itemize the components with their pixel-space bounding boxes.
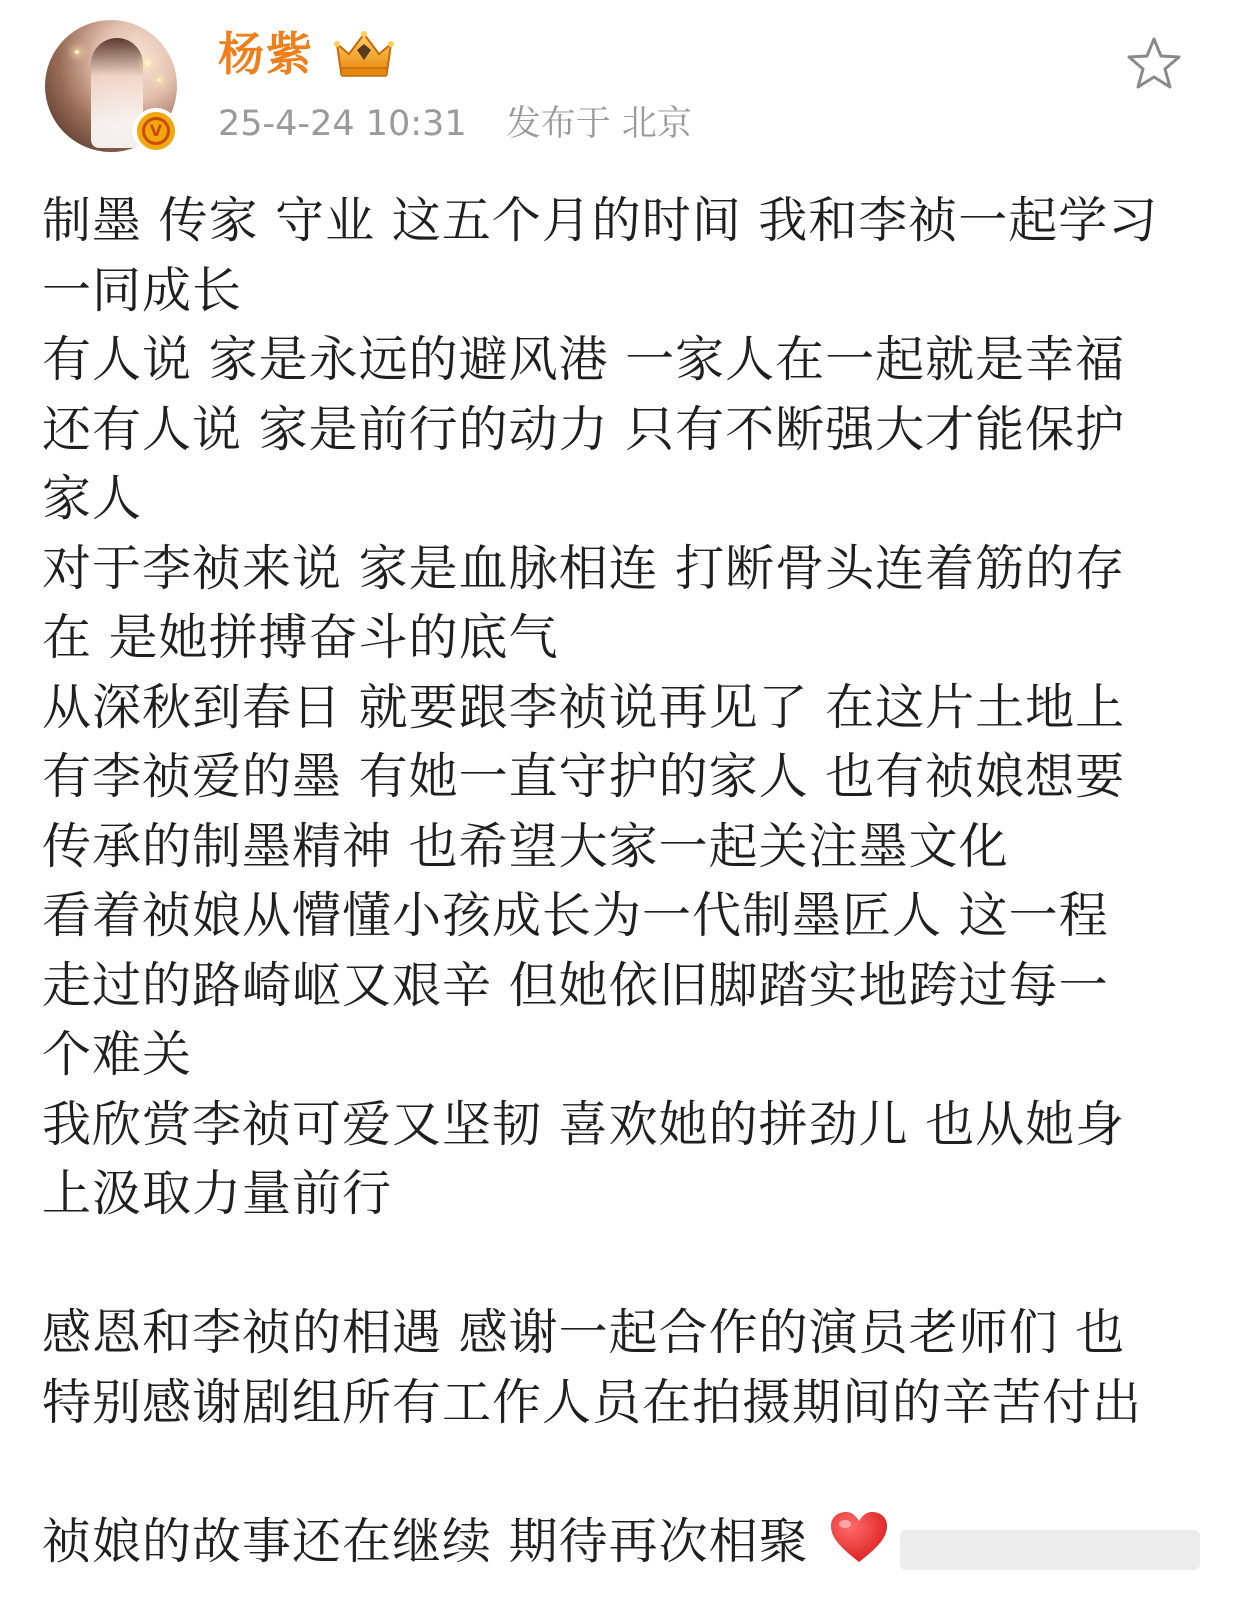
post-text-line: 看着祯娘从懵懂小孩成长为一代制墨匠人 这一程 (42, 887, 1109, 944)
post-text-line: 一同成长 (42, 261, 243, 319)
verified-check: V (142, 117, 170, 145)
post-text-line: 走过的路崎岖又艰辛 但她依旧脚踏实地跨过每一 (42, 956, 1109, 1014)
post-location[interactable]: 北京 (621, 104, 692, 144)
post-text-line: 个难关 (42, 1026, 193, 1083)
post-text-line: 从深秋到春日 就要跟李祯说再见了 在这片土地上 (42, 678, 1126, 736)
sparkle-icon (145, 60, 151, 66)
post-body (42, 186, 1192, 1576)
post-text-final: 祯娘的故事还在继续 期待再次相聚 (42, 1512, 809, 1570)
post-header (0, 0, 1260, 175)
location-prefix: 发布于 (505, 104, 611, 144)
post-text-line: 家人 (42, 470, 143, 527)
post-text-line: 在 是她拼搏奋斗的底气 (42, 609, 559, 666)
post-text-line: 制墨 传家 守业 这五个月的时间 我和李祯一起学习 (42, 192, 1159, 249)
post-text-line: 我欣赏李祯可爱又坚韧 喜欢她的拼劲儿 也从她身 (42, 1095, 1126, 1153)
star-icon[interactable] (1124, 34, 1184, 94)
watermark-icon (900, 1520, 1220, 1580)
paragraph-spacer (42, 1229, 1192, 1299)
post-text-line: 上汲取力量前行 (42, 1165, 393, 1222)
post-text-line: 对于李祯来说 家是血脉相连 打断骨头连着筋的存 (42, 539, 1126, 597)
post-text-line: 还有人说 家是前行的动力 只有不断强大才能保护 (42, 400, 1126, 458)
sparkle-icon (157, 78, 161, 82)
post-meta (218, 102, 692, 146)
red-heart-icon (829, 1510, 889, 1564)
sparkle-icon (75, 50, 79, 54)
post-text-line: 有李祯爱的墨 有她一直守护的家人 也有祯娘想要 (42, 748, 1126, 805)
verified-badge-icon (133, 108, 179, 154)
post-text-line: 传承的制墨精神 也希望大家一起关注墨文化 (42, 817, 1009, 875)
post-text-line: 有人说 家是永远的避风港 一家人在一起就是幸福 (42, 331, 1126, 388)
crown-vip-icon (333, 30, 395, 80)
post-timestamp: 25-4-24 10:31 (218, 104, 467, 144)
post-text-line: 感恩和李祯的相遇 感谢一起合作的演员老师们 也 (42, 1304, 1126, 1361)
post-text-line: 特别感谢剧组所有工作人员在拍摄期间的辛苦付出 (42, 1373, 1143, 1431)
paragraph-spacer (42, 1437, 1192, 1507)
author-name[interactable]: 杨紫 (218, 27, 314, 81)
